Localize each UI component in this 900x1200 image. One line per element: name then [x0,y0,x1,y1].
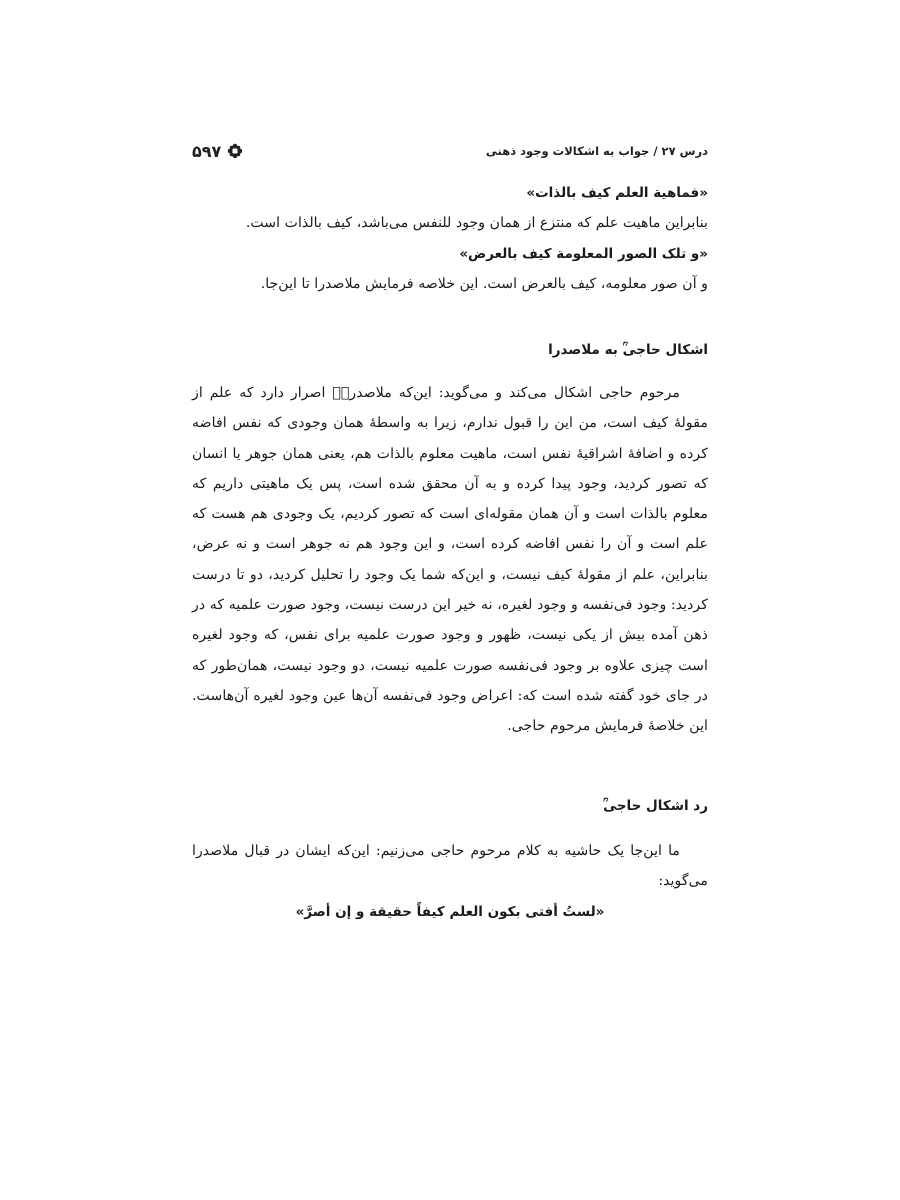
arabic-quote-2: «و تلک الصور المعلومة کیف بالعرض» [459,245,708,262]
paragraph-1 [192,378,708,742]
arabic-quote-3: «لستُ أفتی بکون العلم کیفاً حقیقة و إن أصرَّ» [295,904,605,920]
body-line-2: و آن صور معلومه، کیف بالعرض است. این خلاصه فرمایش ملاصدرا تا این‌جا. [260,275,708,292]
body-line-1: بنابراین ماهیت علم که منتزع از همان وجود للنفس می‌باشد، کیف بالذات است. [245,215,708,232]
running-header [192,140,708,162]
intro-section [192,178,708,299]
header-title: درس ۲۷ / جواب به اشکالات وجود ذهنی [485,144,708,158]
book-page [192,0,708,1200]
page-number: ۵۹۷ [192,141,222,161]
paragraph-2-text: ما این‌جا یک حاشیه به کلام مرحوم حاجی می‌زنیم: این‌که ایشان در قبال ملاصدرا می‌گوید: [192,843,708,890]
paragraph-1-text: مرحوم حاجی اشکال می‌کند و می‌گوید: این‌که ملاصدراؒ اصرار دارد که علم از مقولهٔ کیف است، من این را قبول ندارم، زیرا به واسطهٔ همان وجودی که نفس افاضه کرده و اضافهٔ اشراقیهٔ نفس است، ماهیت معلوم بالذات هم، یعنی همان جوهر یا انسان که تصور کردید، وجود پیدا کرده و به آن محقق شده است، پس یک ماهیتی داریم که معلوم بالذات است و آن همان مقوله‌ای است که تصور کردیم، یک وجودی هم هست که علم است و آن را نفس افاضه کرده است، و این وجود هم نه جوهر است و نه عرض، بنابراین، علم از مقولهٔ کیف نیست، و این‌که شما یک وجود را تحلیل کردید، دو تا درست کردید: وجود فی‌نفسه و وجود لغیره، نه خیر این درست نیست، وجود صورت علمیه که در ذهن آمده بیش از یکی نیست، ظهور و وجود صورت علمیه برای نفس، که وجود لغیره است چیزی علاوه بر وجود فی‌نفسه صورت علمیه نیست، دو وجود نیست، همان‌طور که در جای خود گفته شده است که: اعراض وجود فی‌نفسه آن‌ها عین وجود لغیره آن‌هاست. این خلاصهٔ فرمایش مرحوم حاجی. [192,385,708,735]
section-heading-1: اشکال حاجی‌ؒ به ملاصدرا [548,342,708,358]
section-heading-2: رد اشکال حاجی‌ؒ [603,798,708,814]
flower-ornament-icon [227,143,243,159]
header-page-group [192,142,243,161]
arabic-quote-1: «فماهیة العلم کیف بالذات» [526,185,708,201]
paragraph-2 [192,836,708,897]
